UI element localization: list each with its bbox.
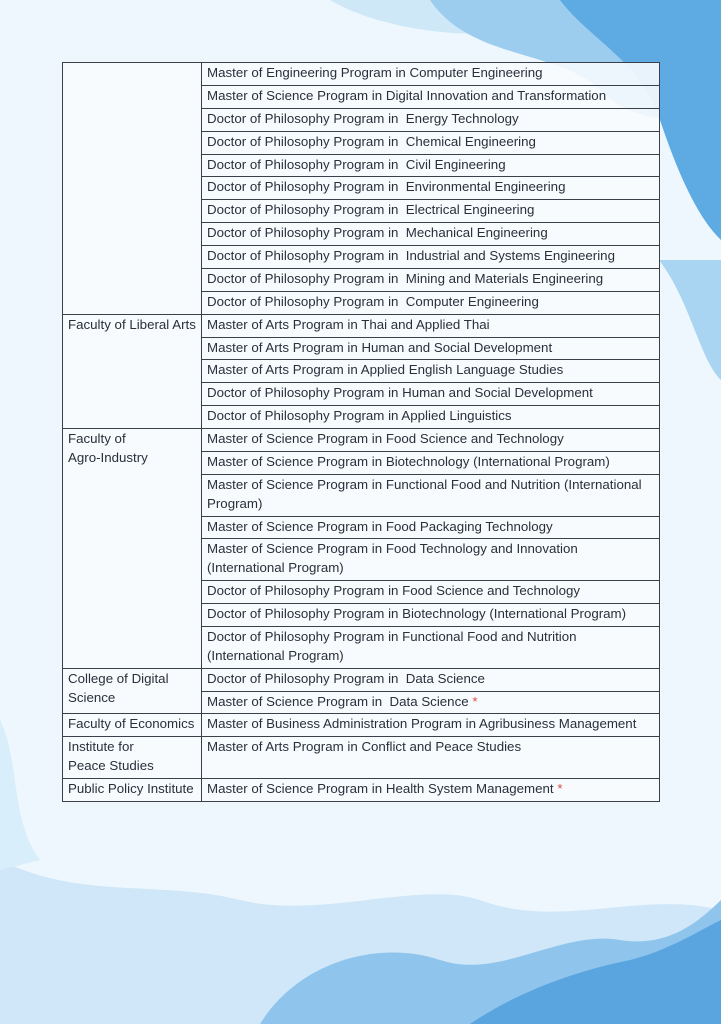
- program-cell: [202, 63, 660, 86]
- program-name: Doctor of Philosophy Program in Energy Technology: [207, 110, 519, 126]
- program-cell: [202, 131, 660, 154]
- program-cell: [202, 474, 660, 516]
- program-name: Master of Business Administration Program in Agribusiness Management: [207, 716, 637, 732]
- table-row: [63, 314, 660, 337]
- program-name: Master of Arts Program in Applied English Language Studies: [207, 362, 564, 378]
- program-name: Master of Engineering Program in Computer Engineering: [207, 65, 543, 80]
- table-row: [63, 63, 660, 86]
- program-name: Master of Science Program in Food Packaging Technology: [207, 518, 553, 534]
- program-name: Doctor of Philosophy Program in Chemical Engineering: [207, 133, 536, 149]
- program-cell: [202, 314, 660, 337]
- program-name: Master of Science Program in Functional Food and Nutrition (International Program): [207, 476, 646, 511]
- program-cell: [202, 626, 660, 668]
- program-name: Doctor of Philosophy Program in Computer Engineering: [207, 293, 539, 309]
- left-wave-band: [0, 720, 40, 870]
- program-name: Doctor of Philosophy Program in Environmental Engineering: [207, 179, 566, 195]
- program-cell: [202, 200, 660, 223]
- program-cell: [202, 337, 660, 360]
- program-name: Doctor of Philosophy Program in Human and Social Development: [207, 385, 593, 401]
- program-cell: [202, 177, 660, 200]
- program-name: Master of Science Program in Digital Innovation and Transformation: [207, 87, 607, 103]
- program-name: Master of Science Program in Data Science: [207, 693, 469, 709]
- program-cell: [202, 268, 660, 291]
- program-table: [62, 62, 660, 802]
- program-name: Master of Science Program in Food Technology and Innovation (International Program): [207, 541, 582, 576]
- program-cell: [202, 668, 660, 691]
- program-name: Doctor of Philosophy Program in Functional Food and Nutrition (International Program): [207, 628, 581, 663]
- program-cell: [202, 154, 660, 177]
- program-cell: [202, 714, 660, 737]
- program-cell: [202, 85, 660, 108]
- program-table-body: [63, 63, 660, 802]
- program-name: Doctor of Philosophy Program in Mining and Materials Engineering: [207, 270, 604, 286]
- table-row: [63, 429, 660, 452]
- program-cell: [202, 383, 660, 406]
- program-cell: [202, 691, 660, 714]
- program-cell: [202, 581, 660, 604]
- program-cell: [202, 429, 660, 452]
- program-name: Master of Arts Program in Human and Social Development: [207, 339, 553, 355]
- program-name: Doctor of Philosophy Program in Biotechnology (International Program): [207, 606, 627, 621]
- faculty-cell: Faculty of Economics: [63, 714, 202, 737]
- program-name: Doctor of Philosophy Program in Civil Engineering: [207, 156, 506, 172]
- program-cell: [202, 516, 660, 539]
- program-cell: [202, 604, 660, 627]
- asterisk-mark: *: [472, 693, 478, 709]
- faculty-cell: College of Digital Science: [63, 668, 202, 714]
- program-name: Master of Science Program in Biotechnology (International Program): [207, 453, 610, 469]
- program-cell: [202, 451, 660, 474]
- table-row: [63, 737, 660, 779]
- program-cell: [202, 108, 660, 131]
- faculty-cell: Institute for Peace Studies: [63, 737, 202, 779]
- program-name: Doctor of Philosophy Program in Data Science: [207, 670, 485, 686]
- program-name: Master of Arts Program in Conflict and Peace Studies: [207, 739, 522, 755]
- program-cell: [202, 223, 660, 246]
- program-name: Doctor of Philosophy Program in Mechanical Engineering: [207, 225, 548, 241]
- faculty-cell: Faculty of Liberal Arts: [63, 314, 202, 428]
- program-cell: [202, 779, 660, 802]
- program-name: Master of Science Program in Health System Management: [207, 781, 554, 796]
- program-name: Doctor of Philosophy Program in Food Science and Technology: [207, 583, 581, 599]
- program-name: Master of Arts Program in Thai and Applied Thai: [207, 316, 490, 332]
- asterisk-mark: *: [557, 781, 563, 796]
- table-row: [63, 668, 660, 691]
- program-cell: [202, 360, 660, 383]
- table-row: [63, 779, 660, 802]
- program-name: Master of Science Program in Food Science and Technology: [207, 431, 564, 446]
- faculty-cell: [63, 63, 202, 315]
- program-cell: [202, 246, 660, 269]
- program-name: Doctor of Philosophy Program in Electrical Engineering: [207, 202, 535, 218]
- program-cell: [202, 406, 660, 429]
- program-name: Doctor of Philosophy Program in Industrial and Systems Engineering: [207, 248, 615, 263]
- table-row: [63, 714, 660, 737]
- right-wave-band: [659, 260, 721, 380]
- program-name: Doctor of Philosophy Program in Applied Linguistics: [207, 408, 512, 424]
- faculty-cell: Public Policy Institute: [63, 779, 202, 802]
- program-cell: [202, 737, 660, 779]
- program-cell: [202, 291, 660, 314]
- faculty-cell: Faculty of Agro-Industry: [63, 429, 202, 669]
- program-cell: [202, 539, 660, 581]
